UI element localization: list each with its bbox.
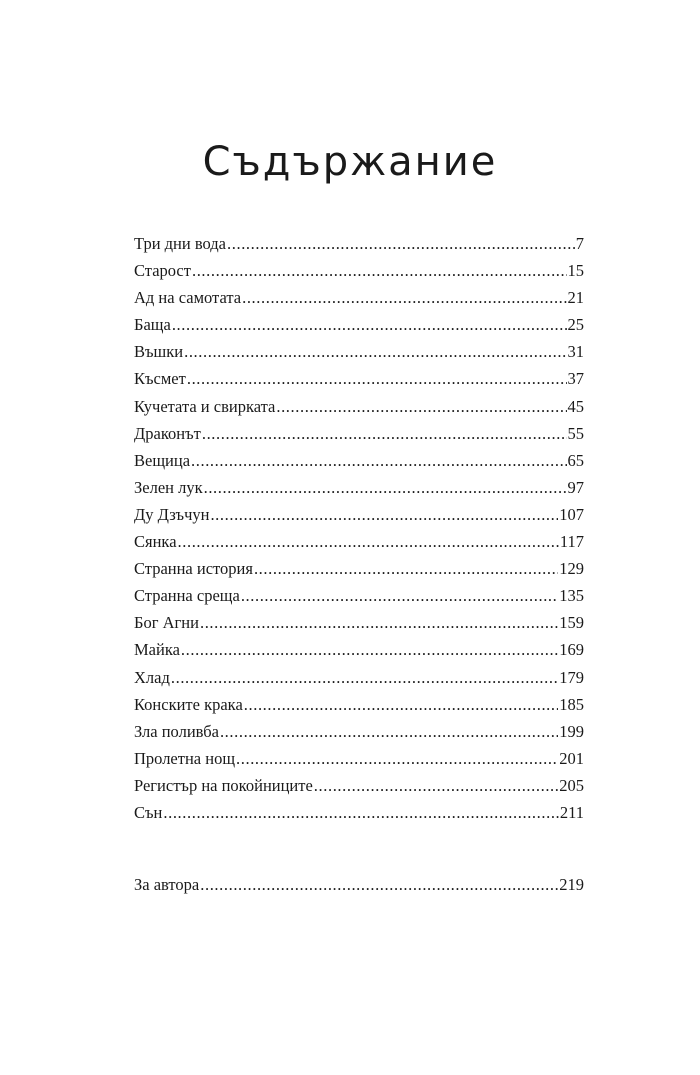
toc-entry — [134, 528, 584, 555]
dot-leader — [220, 718, 558, 745]
toc-entry-title: Драконът — [134, 423, 201, 443]
dot-leader — [254, 555, 558, 582]
toc-entry-page-number: 117 — [559, 532, 584, 552]
dot-leader — [236, 745, 558, 772]
toc-entry — [134, 799, 584, 826]
dot-leader — [242, 284, 566, 311]
toc-entry-page-number: 7 — [575, 234, 584, 253]
toc-entry-title: Кучетата и свирката — [134, 396, 276, 416]
dot-leader — [276, 393, 566, 420]
toc-entry — [134, 691, 584, 718]
toc-entry-title: Майка — [134, 640, 180, 660]
toc-entry — [134, 609, 584, 636]
dot-leader — [163, 799, 558, 826]
toc-entry-title: Старост — [134, 261, 191, 281]
toc-entry — [134, 447, 584, 474]
toc-entry-title: Сън — [134, 802, 163, 822]
toc-entry-page-number: 185 — [559, 694, 584, 714]
toc-entry-title: Късмет — [134, 369, 186, 389]
dot-leader — [227, 230, 575, 257]
dot-leader — [210, 501, 558, 528]
toc-entry-title: Три дни вода — [134, 234, 227, 253]
toc-entry — [134, 338, 584, 365]
toc-entry-title: Бог Агни — [134, 613, 199, 633]
dot-leader — [200, 609, 558, 636]
toc-entry — [134, 501, 584, 528]
table-of-contents — [134, 230, 584, 826]
toc-entry-title: Ду Дзъчун — [134, 504, 210, 524]
toc-entry-page-number: 21 — [567, 288, 584, 308]
toc-entry-page-number: 205 — [559, 775, 584, 795]
toc-entry — [134, 365, 584, 392]
toc-entry-page-number: 135 — [559, 586, 584, 606]
dot-leader — [184, 338, 566, 365]
toc-entry — [134, 311, 584, 338]
dot-leader — [187, 365, 567, 392]
dot-leader — [178, 528, 559, 555]
toc-entry — [134, 393, 584, 420]
toc-entry-page-number: 219 — [559, 875, 584, 894]
dot-leader — [200, 871, 558, 898]
toc-entry-page-number: 169 — [559, 640, 584, 660]
dot-leader — [171, 664, 558, 691]
toc-entry-title: Въшки — [134, 342, 184, 362]
toc-entry-page-number: 25 — [567, 315, 584, 335]
toc-entry-page-number: 45 — [567, 396, 584, 416]
toc-entry-page-number: 201 — [559, 748, 584, 768]
toc-entry — [134, 582, 584, 609]
toc-entry-page-number: 55 — [567, 423, 584, 443]
toc-entry-page-number: 199 — [559, 721, 584, 741]
toc-entry-page-number: 31 — [567, 342, 584, 362]
toc-entry-title: Конските крака — [134, 694, 243, 714]
page-title: Съдържание — [202, 138, 498, 185]
toc-entry-title: За автора — [134, 875, 200, 894]
toc-entry — [134, 718, 584, 745]
toc-entry-page-number: 37 — [567, 369, 584, 389]
dot-leader — [314, 772, 558, 799]
toc-entry-title: Вещица — [134, 450, 191, 470]
toc-entry-title: Зелен лук — [134, 477, 203, 497]
toc-entry — [134, 230, 584, 257]
toc-entry-title: Пролетна нощ — [134, 748, 236, 768]
toc-entry-page-number: 129 — [559, 559, 584, 579]
toc-entry-page-number: 107 — [559, 504, 584, 524]
toc-entry-title: Странна среща — [134, 586, 240, 606]
toc-entry — [134, 420, 584, 447]
toc-entry-title: Странна история — [134, 559, 253, 579]
dot-leader — [172, 311, 567, 338]
toc-entry-page-number: 65 — [567, 450, 584, 470]
toc-entry-title: Сянка — [134, 532, 177, 552]
table-of-contents-appendix — [134, 871, 584, 898]
dot-leader — [181, 636, 558, 663]
toc-entry — [134, 871, 584, 898]
toc-entry — [134, 474, 584, 501]
toc-entry-title: Регистър на покойниците — [134, 775, 313, 795]
dot-leader — [241, 582, 558, 609]
toc-entry — [134, 745, 584, 772]
toc-entry-title: Ад на самотата — [134, 288, 242, 308]
toc-entry-title: Хлад — [134, 667, 170, 687]
toc-entry-page-number: 159 — [559, 613, 584, 633]
toc-entry — [134, 555, 584, 582]
toc-entry-page-number: 97 — [567, 477, 584, 497]
toc-entry — [134, 636, 584, 663]
toc-entry — [134, 284, 584, 311]
toc-entry-page-number: 15 — [567, 261, 584, 281]
dot-leader — [202, 420, 567, 447]
dot-leader — [244, 691, 558, 718]
toc-entry — [134, 257, 584, 284]
dot-leader — [191, 447, 566, 474]
toc-entry — [134, 772, 584, 799]
toc-entry-page-number: 179 — [559, 667, 584, 687]
dot-leader — [204, 474, 567, 501]
toc-entry — [134, 664, 584, 691]
toc-entry-page-number: 211 — [559, 802, 584, 822]
toc-entry-title: Баща — [134, 315, 171, 335]
toc-entry-title: Зла поливба — [134, 721, 219, 741]
dot-leader — [192, 257, 567, 284]
